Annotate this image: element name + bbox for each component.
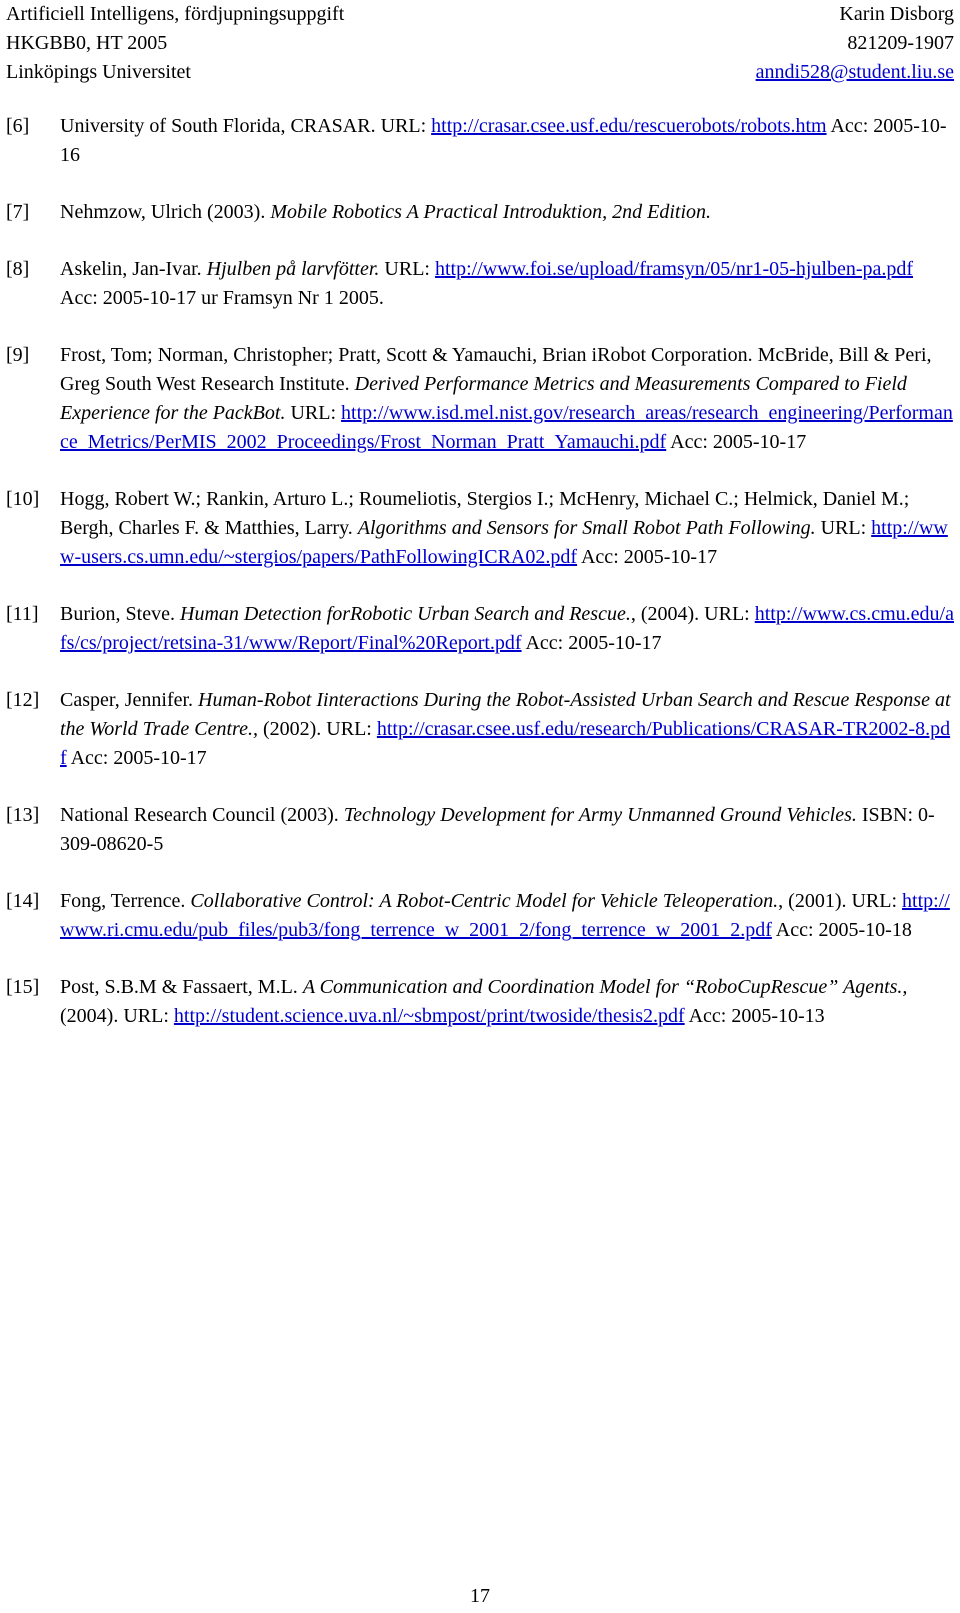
page-header [6,0,954,87]
reference-title: A Communication and Coordination Model for “RoboCupRescue” Agents., [302,976,908,998]
reference-url-link[interactable]: http://www.foi.se/upload/framsyn/05/nr1-05-hjulben-pa.pdf [434,258,914,280]
reference-text [60,485,954,572]
reference-title: Technology Development for Army Unmanned Ground Vehicles. [343,804,857,826]
reference-url-link[interactable]: http://crasar.csee.usf.edu/research/Publications/CRASAR-TR2002-8.pdf [60,718,951,769]
reference-text [60,341,954,457]
reference-segment: Acc: 2005-10-17 ur Framsyn Nr 1 2005. [60,287,384,309]
page-number: 17 [470,1585,490,1607]
reference-segment: Acc: 2005-10-16 [60,115,947,166]
reference-segment: Fong, Terrence. [60,890,191,912]
reference-segment: National Research Council (2003). [60,804,344,826]
reference-segment: (2002). URL: [257,718,377,740]
reference-number: [13] [6,804,40,826]
reference-text [60,686,954,773]
reference-number: [10] [6,488,40,510]
reference-title: Algorithms and Sensors for Small Robot Path Following. [357,517,816,539]
reference-segment: Casper, Jennifer. [60,689,199,711]
reference-url-link[interactable]: http://www-users.cs.umn.edu/~stergios/papers/PathFollowingICRA02.pdf [60,517,948,568]
header-row-3 [6,58,954,87]
reference-segment: ISBN: 0-309-08620-5 [60,804,935,855]
reference-text [60,973,954,1031]
reference-number: [7] [6,201,30,223]
reference-item [6,887,954,945]
reference-url-link[interactable]: http://crasar.csee.usf.edu/rescuerobots/robots.htm [431,115,827,137]
reference-title: Derived Performance Metrics and Measurements Compared to Field Experience for the PackBot. [60,373,907,424]
reference-segment: Acc: 2005-10-17 [521,632,662,654]
reference-text [60,112,954,170]
reference-item [6,198,954,227]
reference-segment: Nehmzow, Ulrich (2003). [60,201,271,223]
reference-url-link[interactable]: http://www.cs.cmu.edu/afs/cs/project/retsina-31/www/Report/Final%20Report.pdf [60,603,954,654]
reference-item [6,341,954,457]
reference-url-link[interactable]: http://www.ri.cmu.edu/pub_files/pub3/fong_terrence_w_2001_2/fong_terrence_w_2001_2.pdf [60,890,950,941]
reference-segment: Acc: 2005-10-17 [66,747,207,769]
reference-item [6,255,954,313]
reference-segment: Post, S.B.M & Fassaert, M.L. [60,976,303,998]
reference-text [60,801,954,859]
reference-item [6,600,954,658]
author-name: Karin Disborg [839,3,954,25]
header-row-1 [6,0,954,29]
reference-segment: URL: [379,258,435,280]
reference-segment: , (2001). URL: [778,890,903,912]
reference-segment: Askelin, Jan-Ivar. [60,258,207,280]
reference-segment: Acc: 2005-10-18 [771,919,912,941]
reference-segment: , (2004). URL: [630,603,755,625]
reference-title: Collaborative Control: A Robot-Centric Model for Vehicle Teleoperation. [190,890,779,912]
reference-segment: (2004). URL: [60,1005,174,1027]
author-id: 821209-1907 [847,32,954,54]
reference-segment: URL: [815,517,872,539]
reference-item [6,485,954,572]
reference-url-link[interactable]: http://www.isd.mel.nist.gov/research_areas/research_engineering/Performance_Metrics/PerMIS_2002_Proceedings/Frost_Norman_Pratt_Yamauchi.pdf [60,402,953,453]
reference-title: Hjulben på larvfötter. [206,258,380,280]
reference-item [6,973,954,1031]
reference-title: Human-Robot Iinteractions During the Robot-Assisted Urban Search and Rescue Response at the World Trade Centre., [60,689,951,740]
reference-segment: Burion, Steve. [60,603,180,625]
reference-item [6,112,954,170]
course-code: HKGBB0, HT 2005 [6,32,168,54]
reference-segment: Hogg, Robert W.; Rankin, Arturo L.; Roumeliotis, Stergios I.; McHenry, Michael C.; Helmick, Daniel M.; Bergh, Charles F. & Matthies, Larry. [60,488,910,539]
university-name: Linköpings Universitet [6,61,191,83]
reference-segment: Acc: 2005-10-17 [666,431,807,453]
header-row-2 [6,29,954,58]
reference-text [60,198,954,227]
author-email-link[interactable]: anndi528@student.liu.se [755,61,954,83]
reference-text [60,887,954,945]
reference-segment: University of South Florida, CRASAR. URL: [60,115,432,137]
reference-text [60,255,954,313]
reference-number: [11] [6,603,39,625]
reference-segment: Frost, Tom; Norman, Christopher; Pratt, Scott & Yamauchi, Brian iRobot Corporation. McBride, Bill & Peri, Greg South West Research Institute. [60,344,932,395]
reference-segment: Acc: 2005-10-17 [577,546,718,568]
reference-list [6,112,954,1031]
reference-item [6,801,954,859]
reference-title: Mobile Robotics A Practical Introduktion, 2nd Edition. [270,201,712,223]
reference-number: [8] [6,258,30,280]
reference-number: [12] [6,689,40,711]
reference-number: [9] [6,344,30,366]
course-title: Artificiell Intelligens, fördjupningsuppgift [6,3,345,25]
reference-url-link[interactable]: http://student.science.uva.nl/~sbmpost/print/twoside/thesis2.pdf [173,1005,685,1027]
reference-number: [6] [6,115,30,137]
reference-title: Human Detection forRobotic Urban Search and Rescue. [180,603,631,625]
reference-number: [14] [6,890,40,912]
reference-text [60,600,954,658]
reference-item [6,686,954,773]
reference-number: [15] [6,976,40,998]
reference-segment: Acc: 2005-10-13 [684,1005,825,1027]
reference-segment: URL: [285,402,342,424]
